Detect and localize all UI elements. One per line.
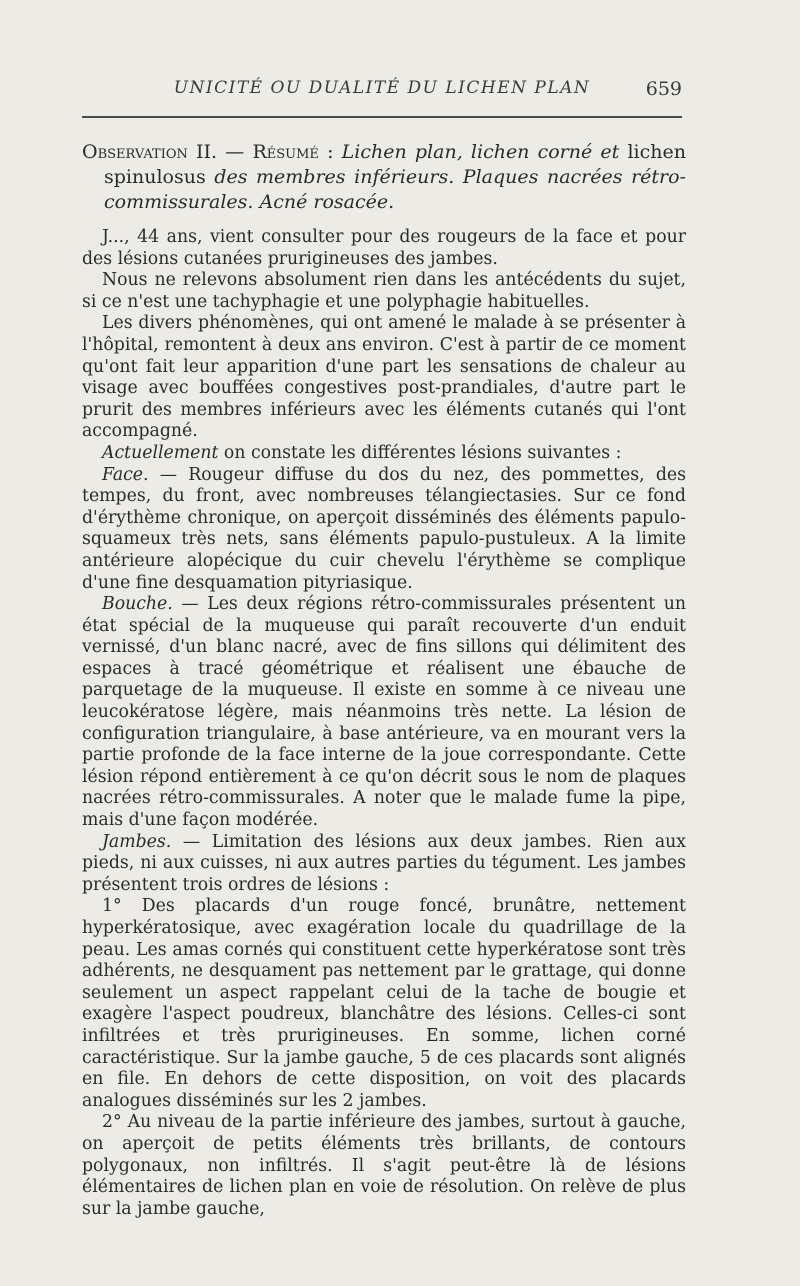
summary-part-2: lichen spinulosus	[104, 141, 686, 188]
page-header	[82, 78, 682, 106]
paragraph-text: — Les deux régions rétro-commissurales présentent un état spécial de la muqueuse qui paraît recouverte d'un enduit vernissé, d'un blanc nacré, avec de fins sillons qui délimitent des espaces à tracé géométrique et réalisent une ébauche de parquetage de la muqueuse. Il existe en somme à ce niveau une leucokératose légère, mais néanmoins très nette. La lésion de configuration triangulaire, à base antérieure, va en mourant vers la partie profonde de la face interne de la joue correspondante. Cette lésion répond entièrement à ce qu'on décrit sous le nom de plaques nacrées rétro-commissurales. A noter que le malade fume la pipe, mais d'une façon modérée.	[82, 594, 686, 831]
running-title: UNICITÉ OU DUALITÉ DU LICHEN PLAN	[173, 78, 591, 98]
paragraph-legs	[82, 832, 686, 897]
paragraph-mouth	[82, 594, 686, 832]
paragraph-lead: Jambes.	[102, 831, 172, 852]
resume-colon: :	[318, 141, 342, 163]
observation-heading	[82, 140, 686, 215]
summary-part-1: Lichen plan, lichen corné et	[341, 141, 620, 163]
paragraph-legs-item-2	[82, 1112, 686, 1220]
paragraph-lead: Face.	[102, 464, 149, 485]
paragraph-text: — Rougeur diffuse du dos du nez, des pommettes, des tempes, du front, avec nombreuses télangiectasies. Sur ce fond d'érythème chronique, on aperçoit disséminés des éléments papulo-squameux très nets, sans éléments papulo-pustuleux. A la limite antérieure alopécique du cuir chevelu l'érythème se complique d'une fine desquamation pityriasique.	[82, 464, 686, 593]
resume-label: Résumé	[252, 141, 319, 163]
page-body	[82, 140, 686, 1220]
paragraph-text: 1° Des placards d'un rouge foncé, brunâtre, nettement hyperkératosique, avec exagération locale du quadrillage de la peau. Les amas cornés qui constituent cette hyperkératose sont très adhérents, ne desquament pas nettement par le grattage, qui donne seulement un aspect rappelant celui de la tache de bougie et exagère l'aspect poudreux, blanchâtre des lésions. Celles-ci sont infiltrées et très prurigineuses. En somme, lichen corné caractéristique. Sur la jambe gauche, 5 de ces placards sont alignés en file. En dehors de cette disposition, on voit des placards analogues disséminés sur les 2 jambes.	[82, 896, 686, 1111]
paragraph-text: J..., 44 ans, vient consulter pour des rougeurs de la face et pour des lésions cutanées prurigineuses des jambes.	[82, 227, 686, 269]
summary-part-3: des membres inférieurs. Plaques nacrées rétro-commissurales. Acné rosacée.	[104, 166, 686, 213]
paragraph-lead: Bouche.	[102, 594, 173, 615]
paragraph-text: Nous ne relevons absolument rien dans les antécédents du sujet, si ce n'est une tachyphagie et une polyphagie habituelles.	[82, 270, 686, 312]
paragraph-text: on constate les différentes lésions suivantes :	[218, 442, 622, 463]
paragraph-lead: Actuellement	[102, 442, 219, 463]
header-rule	[82, 116, 682, 118]
observation-number: II.	[196, 141, 218, 163]
paragraph-patient-intro	[82, 227, 686, 270]
observation-dash: —	[217, 141, 253, 163]
paragraph-text: 2° Au niveau de la partie inférieure des jambes, surtout à gauche, on aperçoit de petits éléments très brillants, de contours polygonaux, non infiltrés. Il s'agit peut-être là de lésions élémentaires de lichen plan en voie de résolution. On relève de plus sur la jambe gauche,	[82, 1112, 686, 1219]
paragraph-face	[82, 465, 686, 595]
paragraph-text: Les divers phénomènes, qui ont amené le malade à se présenter à l'hôpital, remontent à deux ans environ. C'est à partir de ce moment qu'ont fait leur apparition d'une part les sensations de chaleur au visage avec bouffées congestives post-prandiales, d'autre part le prurit des membres inférieurs avec les éléments cutanés qui l'ont accompagné.	[82, 313, 686, 442]
page-number: 659	[645, 78, 682, 100]
paragraph-antecedents	[82, 270, 686, 313]
paragraph-text: — Limitation des lésions aux deux jambes. Rien aux pieds, ni aux cuisses, ni aux autres parties du tégument. Les jambes présentent trois ordres de lésions :	[82, 831, 686, 895]
paragraph-legs-item-1	[82, 896, 686, 1112]
paragraph-history	[82, 313, 686, 443]
observation-label: Observation	[82, 141, 188, 163]
paragraph-current-lesions	[82, 443, 686, 465]
